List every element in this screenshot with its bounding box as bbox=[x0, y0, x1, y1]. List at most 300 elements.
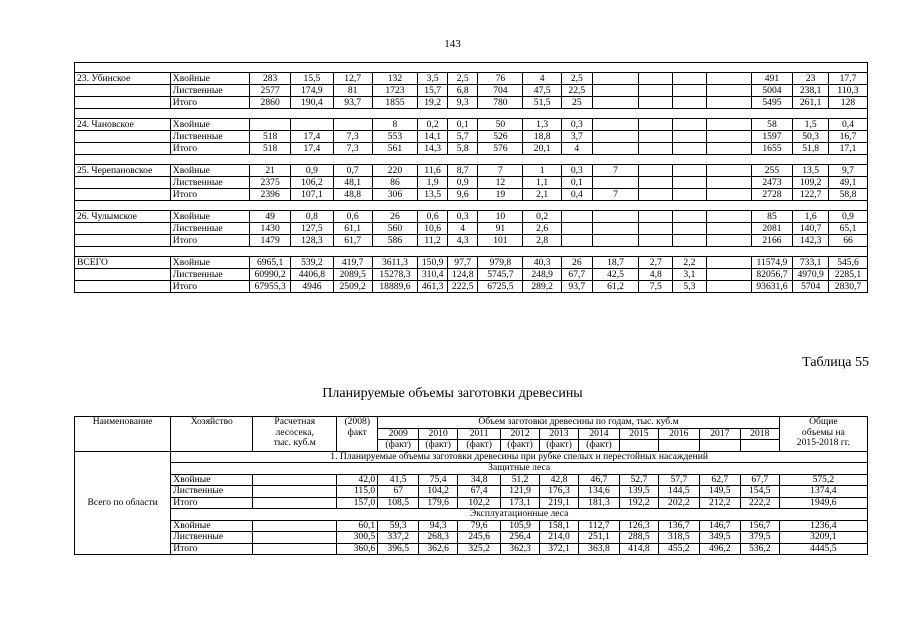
value-cell bbox=[673, 131, 707, 143]
value-cell: 2,5 bbox=[447, 73, 478, 85]
subsection-title-row bbox=[75, 509, 868, 521]
header-year: 2017 bbox=[699, 428, 740, 440]
value-cell bbox=[706, 269, 751, 281]
value-cell: 255 bbox=[751, 165, 793, 177]
spacer-cell bbox=[75, 247, 868, 257]
value-cell bbox=[673, 143, 707, 155]
value-cell bbox=[706, 131, 751, 143]
value-cell bbox=[562, 223, 593, 235]
value-cell: 128 bbox=[828, 97, 867, 109]
district-name bbox=[75, 281, 171, 293]
header-fact2008-line: факт bbox=[347, 426, 367, 438]
value-cell: 2,8 bbox=[523, 235, 562, 247]
value-cell: 15,5 bbox=[291, 73, 334, 85]
value-cell: 3,1 bbox=[673, 269, 707, 281]
header-fact2008-line: (2008) bbox=[344, 416, 371, 427]
value-cell bbox=[706, 73, 751, 85]
value-cell bbox=[673, 85, 707, 97]
wood-type: Хвойные bbox=[170, 73, 249, 85]
value-cell bbox=[673, 119, 707, 131]
value-cell: 553 bbox=[372, 131, 418, 143]
value-cell: 0,6 bbox=[333, 211, 372, 223]
table-row bbox=[75, 165, 868, 177]
value-cell: 19 bbox=[478, 189, 523, 201]
value-cell bbox=[673, 73, 707, 85]
value-cell: 18,8 bbox=[523, 131, 562, 143]
group-spacer-row bbox=[75, 109, 868, 119]
value-cell: 106,2 bbox=[291, 177, 334, 189]
value-cell: 61,1 bbox=[333, 223, 372, 235]
year-value-cell: 379,5 bbox=[740, 532, 779, 544]
district-name bbox=[75, 131, 171, 143]
year-value-cell: 41,5 bbox=[378, 474, 419, 486]
value-cell: 22,5 bbox=[562, 85, 593, 97]
fact2008-cell: 42,0 bbox=[337, 474, 378, 486]
header-year-note: (факт) bbox=[578, 440, 619, 452]
value-cell: 4 bbox=[447, 223, 478, 235]
value-cell: 7,5 bbox=[639, 281, 673, 293]
value-cell: 2166 bbox=[751, 235, 793, 247]
fact2008-cell: 300,5 bbox=[337, 532, 378, 544]
year-value-cell: 59,3 bbox=[378, 520, 419, 532]
wood-type: Хвойные bbox=[170, 257, 249, 269]
year-value-cell: 149,5 bbox=[699, 486, 740, 498]
year-value-cell: 62,7 bbox=[699, 474, 740, 486]
header-year-note: (факт) bbox=[458, 440, 501, 452]
value-cell: 124,8 bbox=[447, 269, 478, 281]
value-cell: 15,7 bbox=[418, 85, 448, 97]
value-cell: 222,5 bbox=[447, 281, 478, 293]
value-cell: 18889,6 bbox=[372, 281, 418, 293]
value-cell bbox=[250, 119, 291, 131]
value-cell: 109,2 bbox=[793, 177, 829, 189]
value-cell: 4 bbox=[562, 143, 593, 155]
fact2008-cell: 115,0 bbox=[337, 486, 378, 498]
year-value-cell: 202,2 bbox=[658, 497, 699, 509]
table-row bbox=[75, 131, 868, 143]
value-cell: 0,4 bbox=[828, 119, 867, 131]
year-value-cell: 414,8 bbox=[619, 543, 658, 555]
header-estimated-line: Расчетная bbox=[274, 416, 316, 427]
table-label: Таблица 55 bbox=[802, 355, 869, 370]
value-cell: 3,5 bbox=[418, 73, 448, 85]
value-cell: 66 bbox=[828, 235, 867, 247]
value-cell: 5,8 bbox=[447, 143, 478, 155]
value-cell: 7 bbox=[478, 165, 523, 177]
table-row bbox=[75, 281, 868, 293]
value-cell: 97,7 bbox=[447, 257, 478, 269]
value-cell: 2396 bbox=[250, 189, 291, 201]
value-cell: 9,6 bbox=[447, 189, 478, 201]
year-value-cell: 104,2 bbox=[419, 486, 458, 498]
year-value-cell: 134,6 bbox=[578, 486, 619, 498]
year-value-cell: 79,6 bbox=[458, 520, 501, 532]
value-cell: 1430 bbox=[250, 223, 291, 235]
value-cell: 12,7 bbox=[333, 73, 372, 85]
table-row bbox=[75, 177, 868, 189]
year-value-cell: 176,3 bbox=[540, 486, 579, 498]
year-value-cell: 121,9 bbox=[501, 486, 540, 498]
value-cell: 7,3 bbox=[333, 131, 372, 143]
wood-type: Итого bbox=[170, 97, 249, 109]
estimated-cell bbox=[253, 474, 337, 486]
value-cell: 0,1 bbox=[447, 119, 478, 131]
value-cell: 4 bbox=[523, 73, 562, 85]
value-cell: 58 bbox=[751, 119, 793, 131]
wood-type: Хвойные bbox=[171, 520, 253, 532]
value-cell bbox=[673, 235, 707, 247]
header-estimated-line: тыс. куб.м bbox=[273, 437, 316, 448]
value-cell: 2577 bbox=[250, 85, 291, 97]
value-cell: 539,2 bbox=[291, 257, 334, 269]
year-value-cell: 214,0 bbox=[540, 532, 579, 544]
fact2008-cell: 60,1 bbox=[337, 520, 378, 532]
value-cell: 2,7 bbox=[639, 257, 673, 269]
value-cell: 2081 bbox=[751, 223, 793, 235]
year-value-cell: 268,3 bbox=[419, 532, 458, 544]
district-name bbox=[75, 97, 171, 109]
value-cell: 65,1 bbox=[828, 223, 867, 235]
table-row bbox=[75, 257, 868, 269]
header-year-note bbox=[699, 440, 740, 452]
value-cell: 561 bbox=[372, 143, 418, 155]
value-cell: 1 bbox=[523, 165, 562, 177]
header-year: 2012 bbox=[501, 428, 540, 440]
value-cell: 47,5 bbox=[523, 85, 562, 97]
value-cell: 7,3 bbox=[333, 143, 372, 155]
value-cell bbox=[673, 189, 707, 201]
estimated-cell bbox=[253, 532, 337, 544]
table-row bbox=[75, 73, 868, 85]
header-year-note bbox=[619, 440, 658, 452]
table-row bbox=[75, 189, 868, 201]
year-value-cell: 67,7 bbox=[740, 474, 779, 486]
header-estimated-line: лесосека, bbox=[275, 426, 314, 438]
total-cell: 575,2 bbox=[779, 474, 867, 486]
wood-type: Хвойные bbox=[170, 165, 249, 177]
value-cell bbox=[592, 143, 639, 155]
value-cell: 18,7 bbox=[592, 257, 639, 269]
year-value-cell: 94,3 bbox=[419, 520, 458, 532]
wood-type: Лиственные bbox=[170, 177, 249, 189]
value-cell: 21 bbox=[250, 165, 291, 177]
value-cell: 42,5 bbox=[592, 269, 639, 281]
value-cell: 93,7 bbox=[562, 281, 593, 293]
year-value-cell: 245,6 bbox=[458, 532, 501, 544]
estimated-cell bbox=[253, 543, 337, 555]
value-cell: 261,1 bbox=[793, 97, 829, 109]
spacer-cell bbox=[75, 63, 868, 73]
value-cell: 289,2 bbox=[523, 281, 562, 293]
value-cell bbox=[562, 211, 593, 223]
value-cell: 518 bbox=[250, 131, 291, 143]
value-cell: 61,2 bbox=[592, 281, 639, 293]
value-cell: 1655 bbox=[751, 143, 793, 155]
wood-type: Итого bbox=[171, 543, 253, 555]
year-value-cell: 251,1 bbox=[578, 532, 619, 544]
fact2008-cell: 157,0 bbox=[337, 497, 378, 509]
table-row bbox=[75, 520, 868, 532]
table-row bbox=[75, 211, 868, 223]
table-row bbox=[75, 85, 868, 97]
year-value-cell: 67 bbox=[378, 486, 419, 498]
value-cell bbox=[673, 165, 707, 177]
year-value-cell: 52,7 bbox=[619, 474, 658, 486]
value-cell bbox=[706, 177, 751, 189]
value-cell: 50,3 bbox=[793, 131, 829, 143]
value-cell: 7 bbox=[592, 189, 639, 201]
value-cell bbox=[639, 85, 673, 97]
header-year: 2013 bbox=[540, 428, 579, 440]
value-cell: 122,7 bbox=[793, 189, 829, 201]
value-cell bbox=[639, 223, 673, 235]
header-year: 2014 bbox=[578, 428, 619, 440]
value-cell bbox=[706, 211, 751, 223]
value-cell: 190,4 bbox=[291, 97, 334, 109]
year-value-cell: 34,8 bbox=[458, 474, 501, 486]
table-row bbox=[75, 235, 868, 247]
value-cell: 85 bbox=[751, 211, 793, 223]
value-cell: 2860 bbox=[250, 97, 291, 109]
value-cell bbox=[639, 131, 673, 143]
value-cell: 26 bbox=[372, 211, 418, 223]
page-number: 143 bbox=[444, 38, 461, 50]
year-value-cell: 256,4 bbox=[501, 532, 540, 544]
year-value-cell: 102,2 bbox=[458, 497, 501, 509]
wood-type: Итого bbox=[170, 189, 249, 201]
year-value-cell: 136,7 bbox=[658, 520, 699, 532]
value-cell: 0,3 bbox=[447, 211, 478, 223]
value-cell bbox=[706, 189, 751, 201]
wood-type: Итого bbox=[170, 235, 249, 247]
value-cell: 17,4 bbox=[291, 143, 334, 155]
forest-district-volume-table bbox=[74, 62, 868, 293]
year-value-cell: 179,6 bbox=[419, 497, 458, 509]
wood-type: Лиственные bbox=[170, 269, 249, 281]
subsection-title: Защитные леса bbox=[171, 463, 868, 475]
estimated-cell bbox=[253, 497, 337, 509]
value-cell: 6725,5 bbox=[478, 281, 523, 293]
value-cell bbox=[291, 119, 334, 131]
value-cell: 4406,8 bbox=[291, 269, 334, 281]
value-cell: 7 bbox=[592, 165, 639, 177]
estimated-cell bbox=[253, 486, 337, 498]
value-cell: 10,6 bbox=[418, 223, 448, 235]
header-estimated bbox=[253, 417, 337, 452]
year-value-cell: 173,1 bbox=[501, 497, 540, 509]
header-total-line: 2015-2018 гг. bbox=[796, 437, 850, 448]
table-row bbox=[75, 486, 868, 498]
value-cell bbox=[706, 97, 751, 109]
total-cell: 1949,6 bbox=[779, 497, 867, 509]
value-cell bbox=[639, 211, 673, 223]
value-cell: 2,5 bbox=[562, 73, 593, 85]
value-cell: 3,7 bbox=[562, 131, 593, 143]
year-value-cell: 349,5 bbox=[699, 532, 740, 544]
region-name: Всего по области bbox=[75, 451, 171, 555]
district-name bbox=[75, 143, 171, 155]
year-value-cell: 112,7 bbox=[578, 520, 619, 532]
year-value-cell: 288,5 bbox=[619, 532, 658, 544]
wood-type: Лиственные bbox=[171, 532, 253, 544]
value-cell bbox=[706, 143, 751, 155]
value-cell: 11,6 bbox=[418, 165, 448, 177]
value-cell: 51,5 bbox=[523, 97, 562, 109]
header-total bbox=[779, 417, 867, 452]
value-cell: 9,3 bbox=[447, 97, 478, 109]
value-cell: 238,1 bbox=[793, 85, 829, 97]
value-cell: 2509,2 bbox=[333, 281, 372, 293]
value-cell bbox=[639, 143, 673, 155]
spacer-cell bbox=[75, 201, 868, 211]
year-value-cell: 126,3 bbox=[619, 520, 658, 532]
value-cell: 67,7 bbox=[562, 269, 593, 281]
value-cell: 0,3 bbox=[562, 119, 593, 131]
value-cell: 1479 bbox=[250, 235, 291, 247]
value-cell: 0,3 bbox=[562, 165, 593, 177]
value-cell: 1855 bbox=[372, 97, 418, 109]
value-cell: 91 bbox=[478, 223, 523, 235]
planned-harvest-table bbox=[74, 416, 868, 555]
year-value-cell: 536,2 bbox=[740, 543, 779, 555]
spacer-cell bbox=[75, 109, 868, 119]
value-cell: 20,1 bbox=[523, 143, 562, 155]
header-year: 2010 bbox=[419, 428, 458, 440]
value-cell: 2375 bbox=[250, 177, 291, 189]
value-cell: 2473 bbox=[751, 177, 793, 189]
value-cell: 2830,7 bbox=[828, 281, 867, 293]
header-year: 2015 bbox=[619, 428, 658, 440]
value-cell: 93,7 bbox=[333, 97, 372, 109]
table-row bbox=[75, 143, 868, 155]
value-cell: 979,8 bbox=[478, 257, 523, 269]
value-cell: 491 bbox=[751, 73, 793, 85]
total-cell: 3209,1 bbox=[779, 532, 867, 544]
value-cell: 19,2 bbox=[418, 97, 448, 109]
year-value-cell: 396,5 bbox=[378, 543, 419, 555]
value-cell: 15278,3 bbox=[372, 269, 418, 281]
value-cell bbox=[639, 189, 673, 201]
group-spacer-row bbox=[75, 201, 868, 211]
value-cell: 128,3 bbox=[291, 235, 334, 247]
value-cell: 9,7 bbox=[828, 165, 867, 177]
value-cell: 1723 bbox=[372, 85, 418, 97]
value-cell: 704 bbox=[478, 85, 523, 97]
header-fact2008 bbox=[337, 417, 378, 452]
value-cell: 5745,7 bbox=[478, 269, 523, 281]
year-value-cell: 46,7 bbox=[578, 474, 619, 486]
year-value-cell: 57,7 bbox=[658, 474, 699, 486]
year-value-cell: 181,3 bbox=[578, 497, 619, 509]
top-table-body bbox=[75, 63, 868, 293]
value-cell: 1,6 bbox=[793, 211, 829, 223]
district-name bbox=[75, 235, 171, 247]
value-cell: 11574,9 bbox=[751, 257, 793, 269]
wood-type: Лиственные bbox=[171, 486, 253, 498]
total-cell: 1374,4 bbox=[779, 486, 867, 498]
district-name: 26. Чулымское bbox=[75, 211, 171, 223]
value-cell: 526 bbox=[478, 131, 523, 143]
wood-type: Итого bbox=[170, 281, 249, 293]
value-cell bbox=[706, 257, 751, 269]
table-row bbox=[75, 119, 868, 131]
value-cell bbox=[592, 85, 639, 97]
group-spacer-row bbox=[75, 63, 868, 73]
value-cell: 25 bbox=[562, 97, 593, 109]
value-cell bbox=[592, 177, 639, 189]
value-cell: 17,1 bbox=[828, 143, 867, 155]
value-cell: 6965,1 bbox=[250, 257, 291, 269]
value-cell bbox=[706, 281, 751, 293]
wood-type: Лиственные bbox=[170, 223, 249, 235]
year-value-cell: 154,5 bbox=[740, 486, 779, 498]
header-year: 2018 bbox=[740, 428, 779, 440]
value-cell: 4970,9 bbox=[793, 269, 829, 281]
value-cell bbox=[333, 119, 372, 131]
value-cell: 4946 bbox=[291, 281, 334, 293]
value-cell: 780 bbox=[478, 97, 523, 109]
year-value-cell: 192,2 bbox=[619, 497, 658, 509]
value-cell: 48,8 bbox=[333, 189, 372, 201]
value-cell: 461,3 bbox=[418, 281, 448, 293]
table-row bbox=[75, 532, 868, 544]
header-name: Наименование bbox=[75, 417, 171, 452]
value-cell: 4,3 bbox=[447, 235, 478, 247]
value-cell: 2285,1 bbox=[828, 269, 867, 281]
value-cell: 419,7 bbox=[333, 257, 372, 269]
subsection-title-row bbox=[75, 463, 868, 475]
value-cell bbox=[592, 131, 639, 143]
wood-type: Итого bbox=[171, 497, 253, 509]
value-cell: 142,3 bbox=[793, 235, 829, 247]
value-cell: 5,7 bbox=[447, 131, 478, 143]
value-cell: 10 bbox=[478, 211, 523, 223]
table-row bbox=[75, 97, 868, 109]
year-value-cell: 455,2 bbox=[658, 543, 699, 555]
wood-type: Итого bbox=[170, 143, 249, 155]
district-name: ВСЕГО bbox=[75, 257, 171, 269]
value-cell: 576 bbox=[478, 143, 523, 155]
table-row bbox=[75, 474, 868, 486]
value-cell: 13,5 bbox=[418, 189, 448, 201]
fact2008-cell: 360,6 bbox=[337, 543, 378, 555]
year-value-cell: 108,5 bbox=[378, 497, 419, 509]
total-cell: 1236,4 bbox=[779, 520, 867, 532]
table-row bbox=[75, 497, 868, 509]
value-cell: 2728 bbox=[751, 189, 793, 201]
value-cell: 5704 bbox=[793, 281, 829, 293]
value-cell bbox=[639, 235, 673, 247]
value-cell bbox=[639, 73, 673, 85]
value-cell: 50 bbox=[478, 119, 523, 131]
value-cell: 49 bbox=[250, 211, 291, 223]
value-cell: 82056,7 bbox=[751, 269, 793, 281]
year-value-cell: 42,8 bbox=[540, 474, 579, 486]
header-year-note bbox=[740, 440, 779, 452]
value-cell bbox=[592, 119, 639, 131]
value-cell: 40,3 bbox=[523, 257, 562, 269]
wood-type: Лиственные bbox=[170, 85, 249, 97]
district-name: 23. Убинское bbox=[75, 73, 171, 85]
value-cell: 13,5 bbox=[793, 165, 829, 177]
header-year-note bbox=[658, 440, 699, 452]
wood-type: Хвойные bbox=[170, 119, 249, 131]
value-cell bbox=[673, 223, 707, 235]
value-cell: 0,2 bbox=[418, 119, 448, 131]
value-cell: 0,8 bbox=[291, 211, 334, 223]
header-total-line: объемы на bbox=[801, 426, 845, 438]
value-cell: 51,8 bbox=[793, 143, 829, 155]
